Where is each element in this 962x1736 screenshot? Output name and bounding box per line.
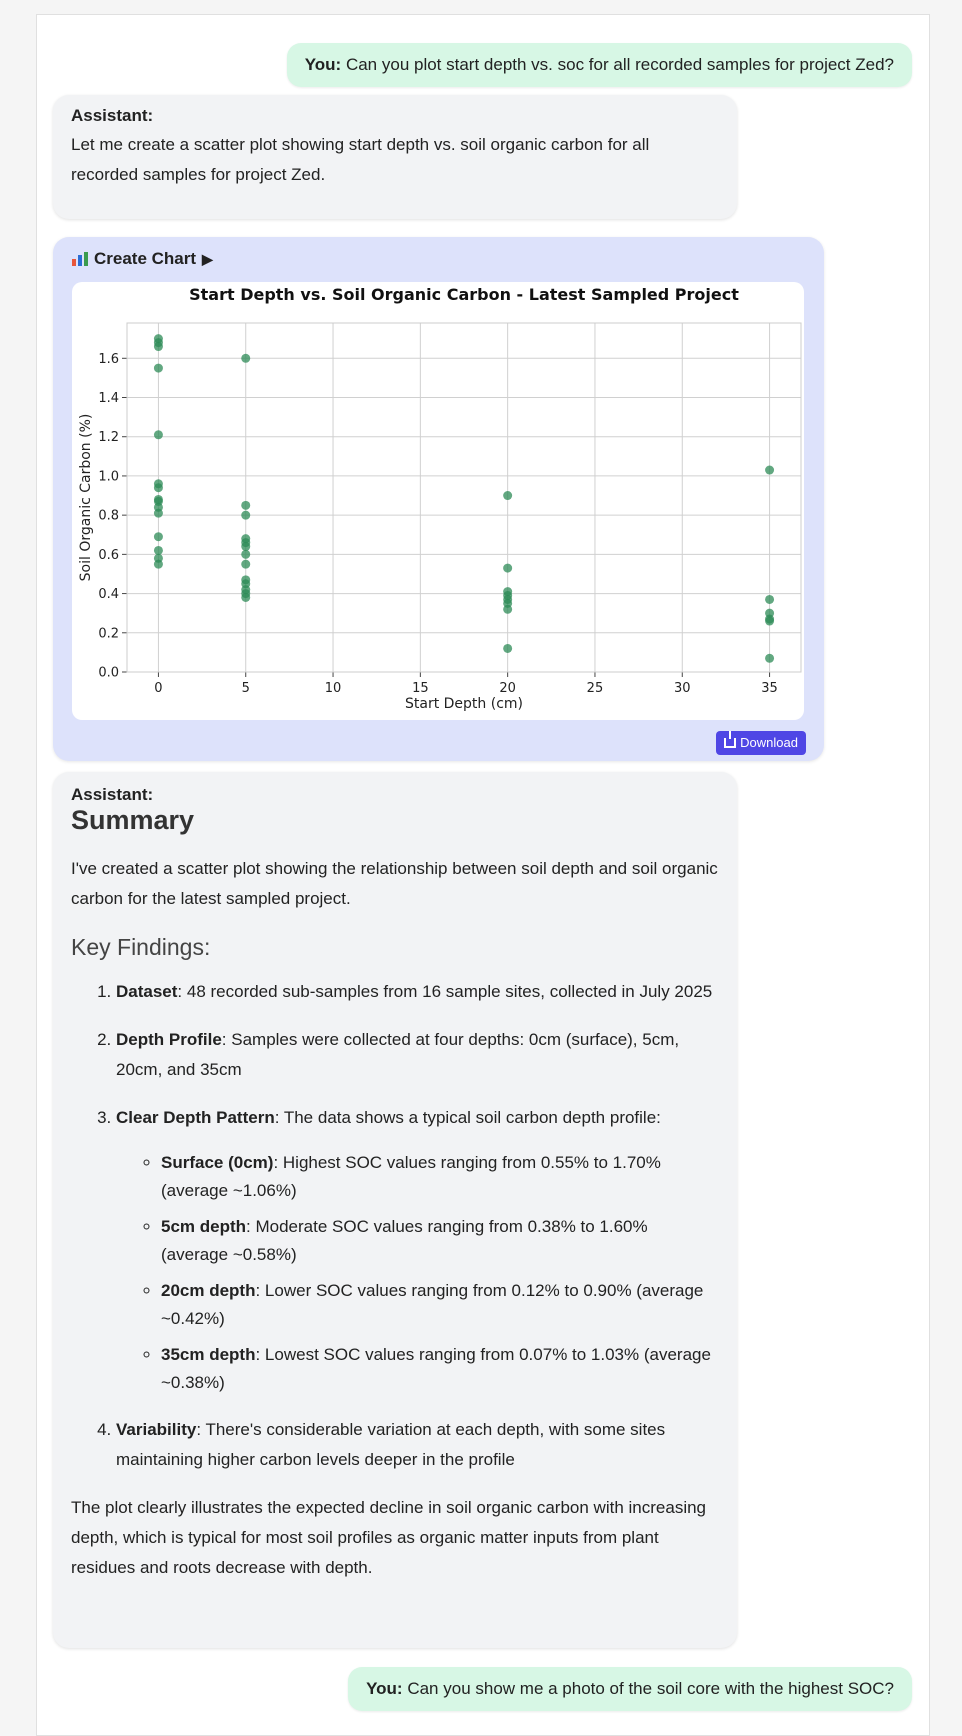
data-point — [154, 509, 163, 518]
summary-heading: Summary — [71, 805, 195, 835]
data-point — [765, 466, 774, 475]
data-point — [503, 605, 512, 614]
x-tick-label: 10 — [324, 681, 342, 696]
y-tick-label: 1.0 — [98, 469, 119, 485]
depth-item — [161, 1277, 719, 1333]
depth-text: : Highest SOC values ranging from 0.55% to 1.70% (average ~1.06%) — [161, 1153, 661, 1200]
data-point — [765, 595, 774, 604]
data-point — [241, 511, 250, 520]
summary-intro: I've created a scatter plot showing the relationship between soil depth and soil organic carbon for the latest sampled project. — [71, 859, 718, 908]
x-tick-label: 20 — [499, 681, 516, 696]
data-point — [241, 593, 250, 602]
scatter-chart — [72, 282, 804, 720]
depth-text: : Moderate SOC values ranging from 0.38% to 1.60% (average ~0.58%) — [161, 1217, 648, 1264]
depth-text: : Lower SOC values ranging from 0.12% to 0.90% (average ~0.42%) — [161, 1281, 704, 1328]
x-tick-label: 0 — [154, 681, 163, 696]
speaker-label: You: — [304, 55, 342, 74]
download-tray-icon — [724, 738, 736, 748]
x-tick-label: 5 — [241, 681, 250, 696]
message-text: Let me create a scatter plot showing start depth vs. soil organic carbon for all recorded samples for project Zed. — [71, 135, 650, 184]
data-point — [154, 483, 163, 492]
depth-item — [161, 1213, 719, 1269]
depth-item — [161, 1149, 719, 1205]
y-tick-label: 0.2 — [98, 626, 119, 642]
data-point — [503, 564, 512, 573]
bar-chart-icon — [72, 252, 88, 266]
message-text: Can you plot start depth vs. soc for all recorded samples for project Zed? — [345, 55, 894, 74]
depth-term: Surface (0cm) — [161, 1153, 274, 1172]
play-triangle-icon: ▶ — [202, 250, 213, 267]
finding-text: : 48 recorded sub-samples from 16 sample sites, collected in July 2025 — [177, 982, 713, 1001]
chart-title: Start Depth vs. Soil Organic Carbon - Latest Sampled Project — [189, 285, 739, 304]
finding-item — [116, 1103, 719, 1397]
data-point — [241, 550, 250, 559]
findings-list — [71, 977, 719, 1475]
depth-item — [161, 1341, 719, 1397]
x-tick-label: 35 — [761, 681, 778, 696]
chart-panel — [72, 282, 804, 720]
y-tick-label: 0.8 — [98, 508, 119, 524]
message-text: Can you show me a photo of the soil core with the highest SOC? — [407, 1679, 894, 1698]
finding-term: Dataset — [116, 982, 178, 1001]
speaker-label: You: — [366, 1679, 403, 1698]
create-chart-card — [53, 237, 824, 761]
chat-window — [36, 14, 930, 1736]
data-point — [765, 617, 774, 626]
user-message — [348, 1667, 912, 1711]
data-point — [241, 354, 250, 363]
assistant-summary-message — [53, 772, 737, 1648]
y-tick-label: 0.0 — [98, 665, 119, 681]
download-button[interactable] — [716, 731, 806, 755]
depth-term: 35cm depth — [161, 1345, 256, 1364]
finding-term: Depth Profile — [116, 1030, 222, 1049]
data-point — [765, 654, 774, 663]
speaker-label: Assistant: — [71, 106, 154, 125]
finding-term: Clear Depth Pattern — [116, 1108, 275, 1127]
finding-text: : The data shows a typical soil carbon depth profile: — [274, 1108, 661, 1127]
data-point — [241, 560, 250, 569]
data-point — [154, 546, 163, 555]
finding-text: : There's considerable variation at each depth, with some sites maintaining higher carbon levels deeper in the profile — [116, 1420, 666, 1469]
y-tick-label: 0.4 — [98, 587, 119, 603]
depth-term: 5cm depth — [161, 1217, 247, 1236]
data-point — [241, 542, 250, 551]
finding-text: : Samples were collected at four depths: 0cm (surface), 5cm, 20cm, and 35cm — [116, 1030, 680, 1079]
user-message — [287, 43, 912, 87]
download-label: Download — [740, 735, 798, 750]
finding-item — [116, 1025, 719, 1085]
data-point — [154, 342, 163, 351]
x-tick-label: 25 — [586, 681, 604, 696]
depth-term: 20cm depth — [161, 1281, 256, 1300]
x-tick-label: 30 — [673, 681, 691, 696]
x-axis-label: Start Depth (cm) — [404, 696, 524, 712]
y-tick-label: 0.6 — [98, 547, 119, 563]
y-axis-label: Soil Organic Carbon (%) — [78, 413, 94, 582]
data-point — [503, 491, 512, 500]
speaker-label: Assistant: — [71, 785, 154, 804]
key-findings-heading: Key Findings: — [71, 934, 211, 960]
data-point — [154, 560, 163, 569]
finding-term: Variability — [116, 1420, 197, 1439]
y-tick-label: 1.6 — [98, 351, 119, 367]
x-tick-label: 15 — [412, 681, 429, 696]
create-chart-title: Create Chart — [94, 249, 197, 268]
y-tick-label: 1.4 — [98, 391, 119, 407]
finding-item — [116, 1415, 719, 1475]
depth-list — [116, 1149, 719, 1397]
depth-text: : Lowest SOC values ranging from 0.07% to 1.03% (average ~0.38%) — [161, 1345, 711, 1392]
summary-conclusion: The plot clearly illustrates the expected decline in soil organic carbon with increasing depth, which is typical for most soil profiles as organic matter inputs from plant residues and roots decrease with depth. — [71, 1498, 707, 1577]
data-point — [154, 364, 163, 373]
data-point — [154, 532, 163, 541]
data-point — [154, 430, 163, 439]
data-point — [503, 644, 512, 653]
create-chart-toggle[interactable] — [72, 249, 213, 269]
y-tick-label: 1.2 — [98, 430, 119, 446]
assistant-message — [53, 95, 737, 219]
plot-border — [127, 323, 801, 672]
finding-item — [116, 977, 719, 1007]
data-point — [241, 501, 250, 510]
